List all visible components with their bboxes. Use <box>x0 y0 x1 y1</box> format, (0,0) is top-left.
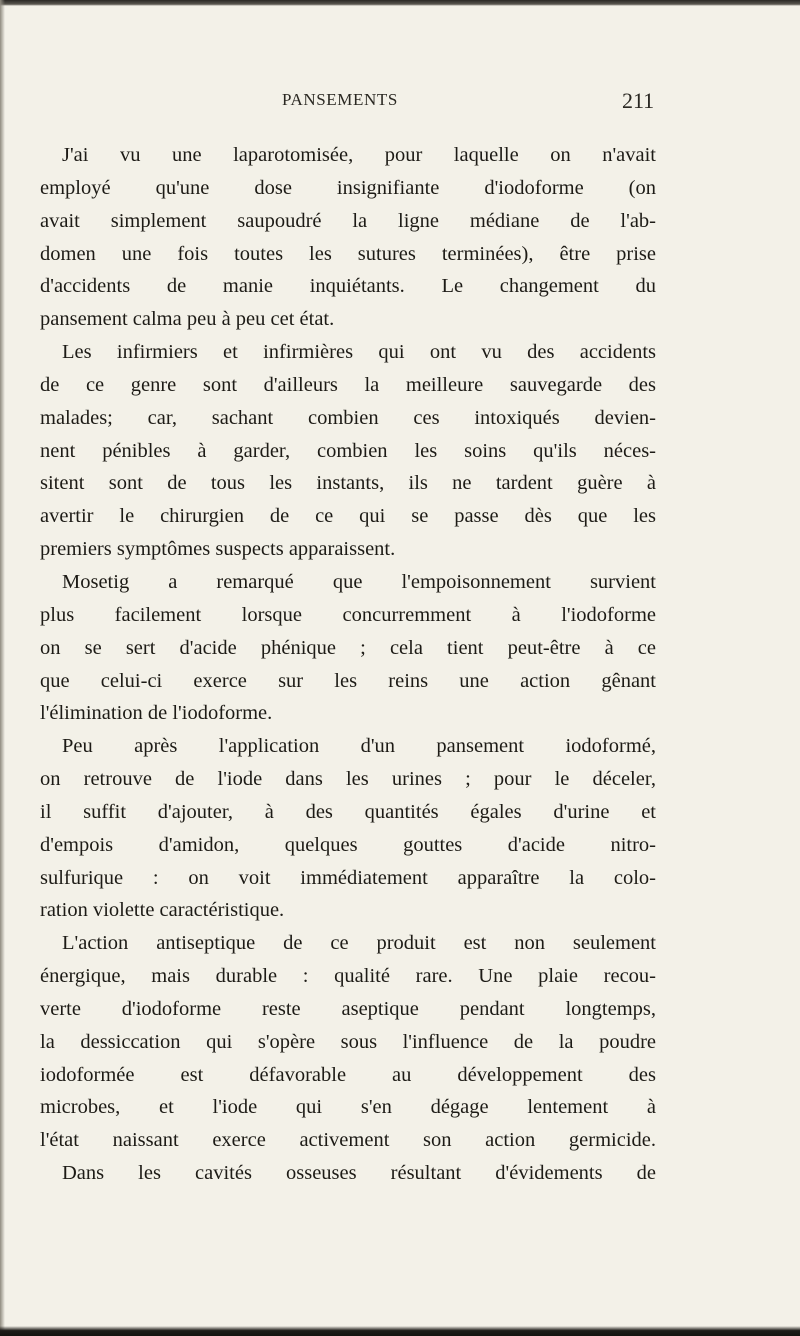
text-line: d'accidents de manie inquiétants. Le changement du <box>40 275 656 298</box>
text-line: J'ai vu une laparotomisée, pour laquelle on n'avait <box>62 144 656 166</box>
running-head: PANSEMENTS <box>282 90 398 109</box>
page-number: 211 <box>622 88 655 113</box>
text-line: Dans les cavités osseuses résultant d'évidements de <box>62 1162 656 1185</box>
page-top-edge <box>0 0 800 6</box>
text-line: Peu après l'application d'un pansement iodoformé, <box>62 735 656 758</box>
text-line: L'action antiseptique de ce produit est non seulement <box>62 932 656 955</box>
text-line: verte d'iodoforme reste aseptique pendant longtemps, <box>40 997 656 1020</box>
text-line: avait simplement saupoudré la ligne médiane de l'ab- <box>40 209 656 232</box>
text-line: employé qu'une dose insignifiante d'iodoforme (on <box>40 176 656 199</box>
text-line: que celui-ci exerce sur les reins une action gênant <box>40 669 656 692</box>
text-line: sulfurique : on voit immédiatement apparaître la colo- <box>40 866 656 889</box>
text-line: iodoformée est défavorable au développement des <box>40 1063 656 1086</box>
text-line: d'empois d'amidon, quelques gouttes d'acide nitro- <box>40 833 656 856</box>
text-line: premiers symptômes suspects apparaissent. <box>40 538 396 561</box>
text-line: plus facilement lorsque concurremment à l'iodoforme <box>40 603 656 626</box>
text-line: malades; car, sachant combien ces intoxiqués devien- <box>40 406 656 429</box>
text-line: de ce genre sont d'ailleurs la meilleure sauvegarde des <box>40 373 656 396</box>
text-line: avertir le chirurgien de ce qui se passe dès que les <box>40 505 656 528</box>
text-line: la dessiccation qui s'opère sous l'influence de la poudre <box>40 1030 656 1053</box>
text-line: l'élimination de l'iodoforme. <box>40 702 273 725</box>
page-header <box>0 88 800 116</box>
text-line: Les infirmiers et infirmières qui ont vu des accidents <box>62 341 656 364</box>
text-line: il suffit d'ajouter, à des quantités égales d'urine et <box>40 800 656 823</box>
page-binding-shadow <box>0 0 5 1336</box>
text-line: domen une fois toutes les sutures terminées), être prise <box>40 242 656 265</box>
text-line: on retrouve de l'iode dans les urines ; pour le déceler, <box>40 768 656 791</box>
page-bottom-edge <box>0 1326 800 1336</box>
text-line: nent pénibles à garder, combien les soins qu'ils néces- <box>40 439 656 462</box>
text-line: pansement calma peu à peu cet état. <box>40 308 335 331</box>
text-line: Mosetig a remarqué que l'empoisonnement survient <box>62 570 656 593</box>
text-line: sitent sont de tous les instants, ils ne tardent guère à <box>40 472 656 495</box>
text-line: énergique, mais durable : qualité rare. Une plaie recou- <box>40 965 656 988</box>
text-line: ration violette caractéristique. <box>40 899 285 922</box>
page-body <box>40 139 656 1190</box>
text-line: microbes, et l'iode qui s'en dégage lentement à <box>40 1096 656 1119</box>
text-line: l'état naissant exerce activement son action germicide. <box>40 1129 656 1152</box>
text-line: on se sert d'acide phénique ; cela tient peut-être à ce <box>40 636 656 659</box>
